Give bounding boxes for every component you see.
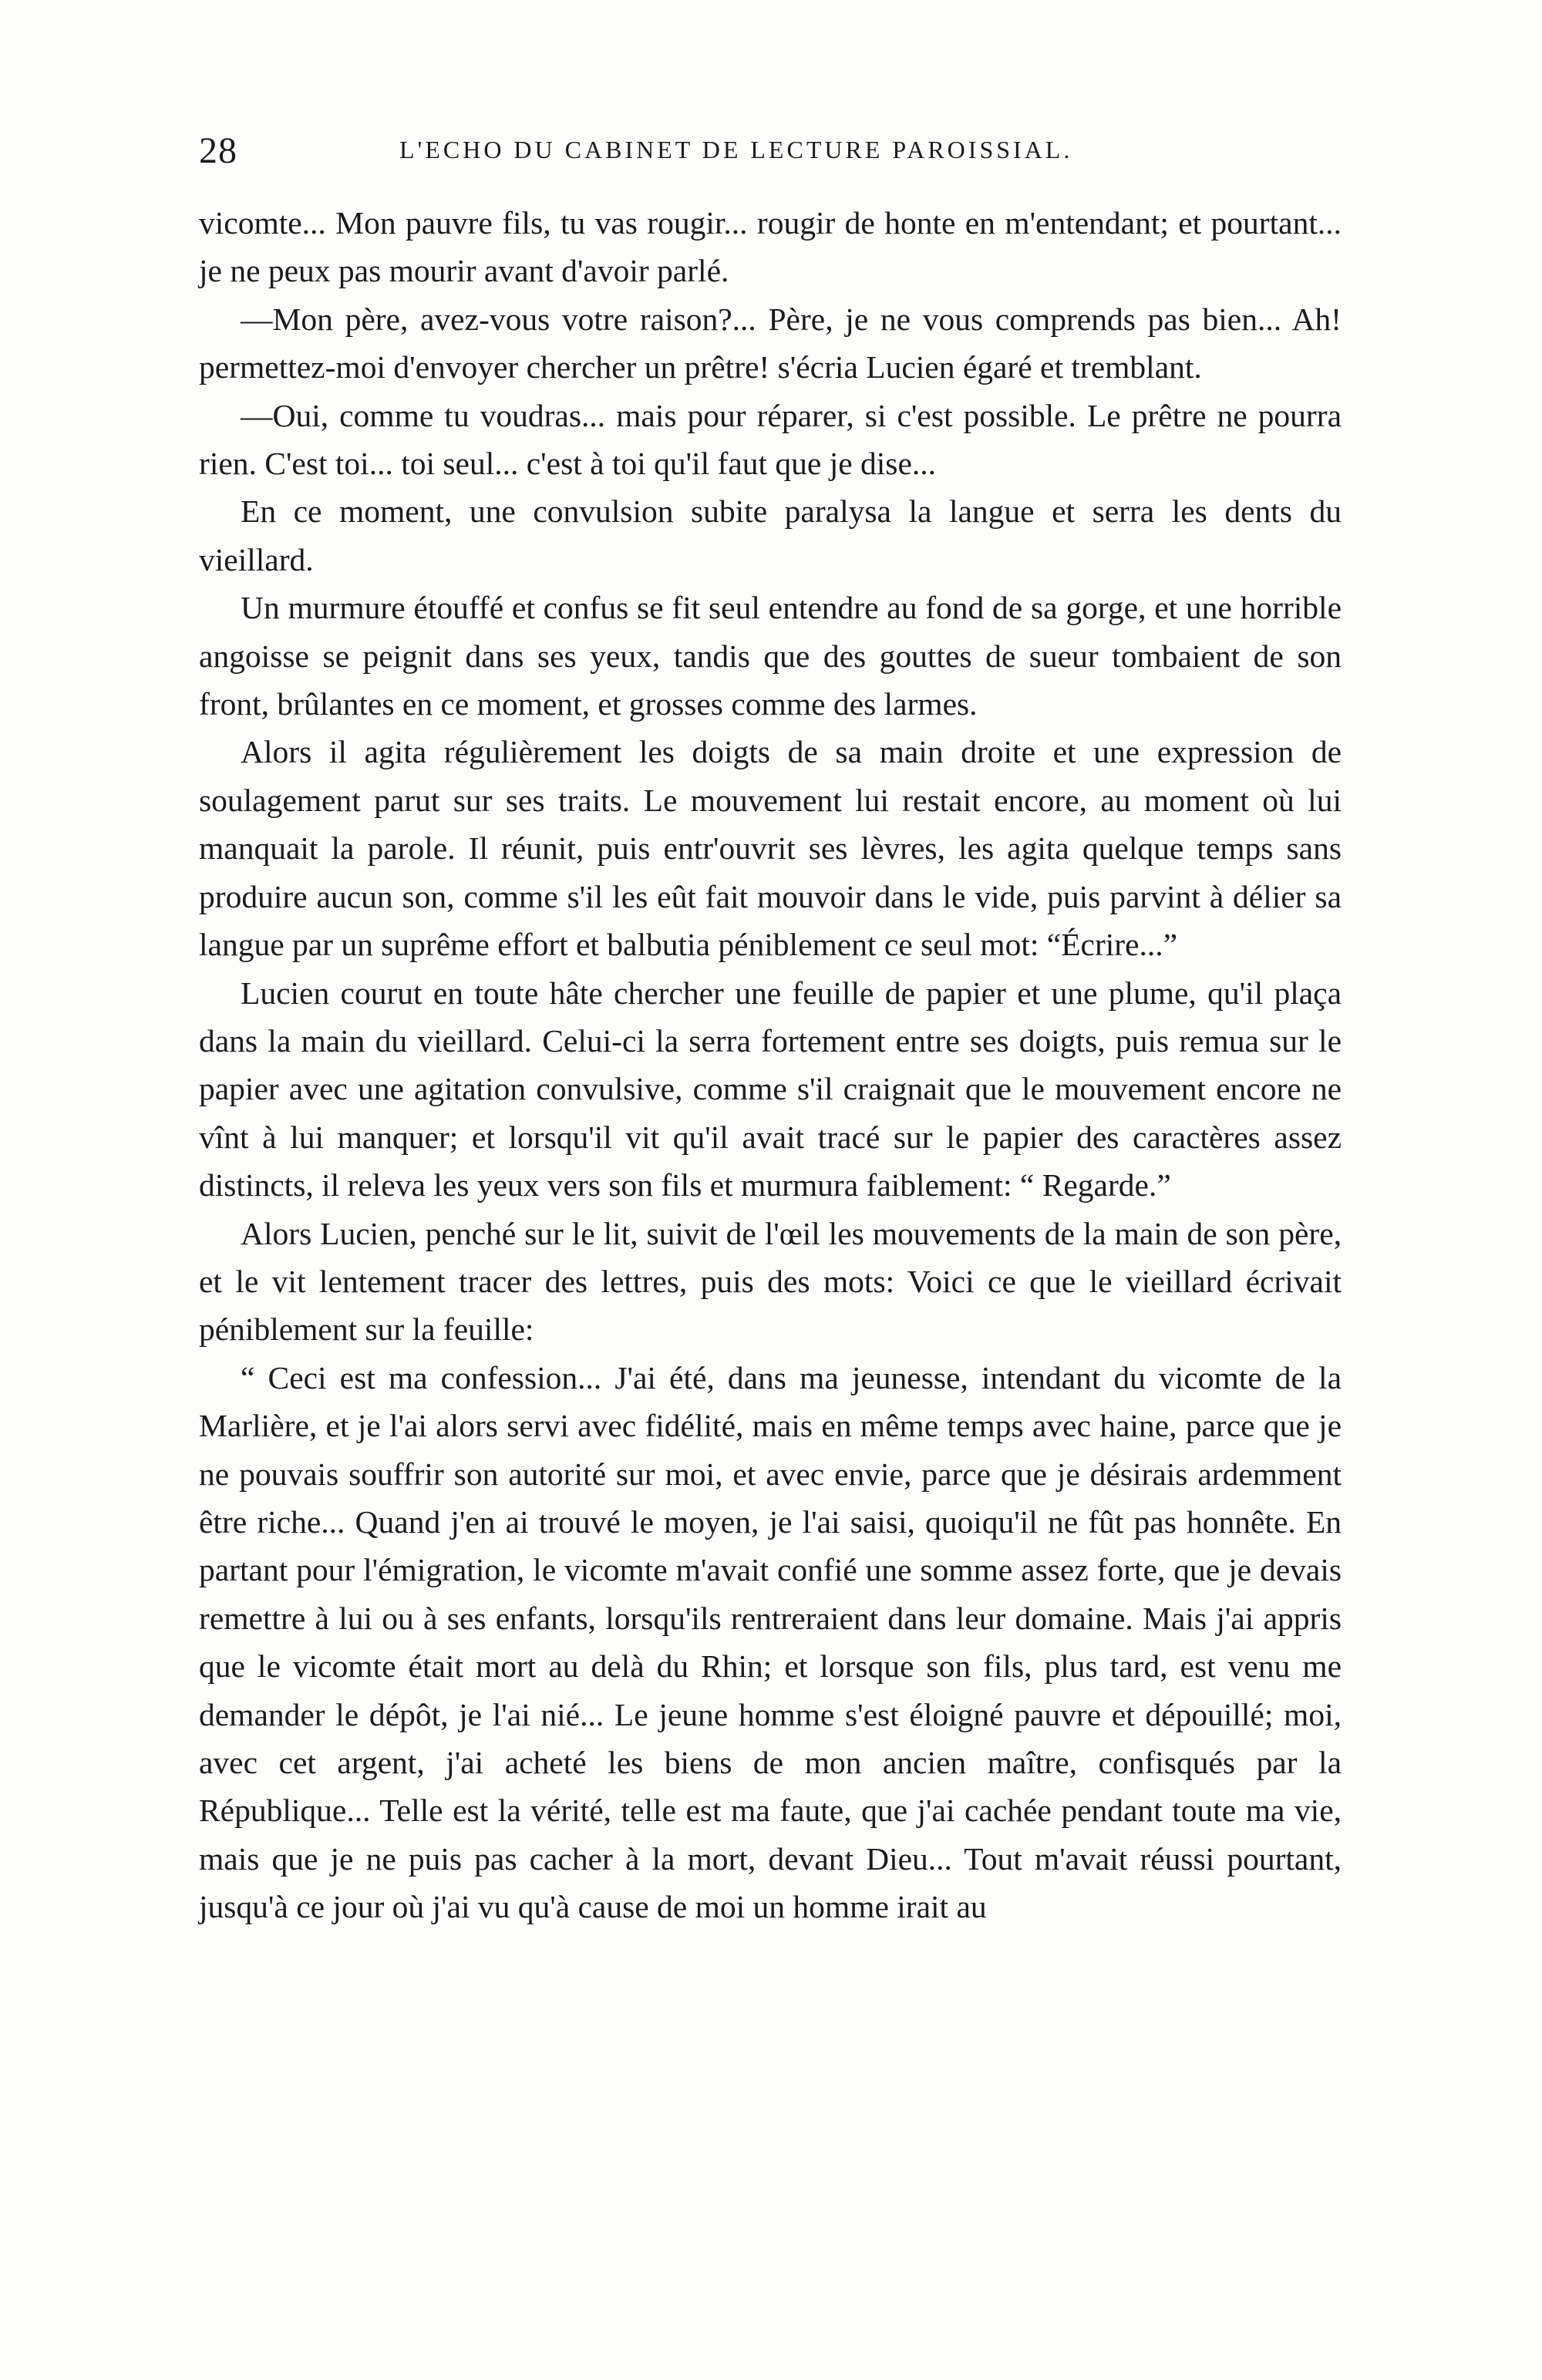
paragraph: —Mon père, avez-vous votre raison?... Père, je ne vous comprends pas bien... Ah! permettez-moi d'envoyer chercher un prêtre! s'écria Lucien égaré et tremblant. [199,301,1342,385]
paragraph: En ce moment, une convulsion subite paralysa la langue et serra les dents du vieillard. [199,493,1342,577]
running-title: L'ECHO DU CABINET DE LECTURE PAROISSIAL. [399,136,1073,163]
body-text [199,199,1342,1931]
running-header [199,130,1355,176]
paragraph: —Oui, comme tu voudras... mais pour réparer, si c'est possible. Le prêtre ne pourra rien. C'est toi... toi seul... c'est à toi qu'il faut que je dise... [199,397,1342,482]
paragraph: “ Ceci est ma confession... J'ai été, dans ma jeunesse, intendant du vicomte de la Marlière, et je l'ai alors servi avec fidélité, mais en même temps avec haine, parce que je ne pouvais souffrir son autorité sur moi, et avec envie, parce que je désirais ardemment être riche... Quand j'en ai trouvé le moyen, je l'ai saisi, quoiqu'il ne fût pas honnête. En partant pour l'émigration, le vicomte m'avait confié une somme assez forte, que je devais remettre à lui ou à ses enfants, lorsqu'ils rentreraient dans leur domaine. Mais j'ai appris que le vicomte était mort au delà du Rhin; et lorsque son fils, plus tard, est venu me demander le dépôt, je l'ai nié... Le jeune homme s'est éloigné pauvre et dépouillé; moi, avec cet argent, j'ai acheté les biens de mon ancien maître, confisqués par la République... Telle est la vérité, telle est ma faute, que j'ai cachée pendant toute ma vie, mais que je ne puis pas cacher à la mort, devant Dieu... Tout m'avait réussi pourtant, jusqu'à ce jour où j'ai vu qu'à cause de moi un homme irait au [199,1359,1342,1925]
paragraph: Alors Lucien, penché sur le lit, suivit de l'œil les mouvements de la main de son père, et le vit lentement tracer des lettres, puis des mots: Voici ce que le vieillard écrivait péniblement sur la feuille: [199,1215,1342,1348]
paragraph: Un murmure étouffé et confus se fit seul entendre au fond de sa gorge, et une horrible angoisse se peignit dans ses yeux, tandis que des gouttes de sueur tombaient de son front, brûlantes en ce moment, et grosses comme des larmes. [199,590,1342,722]
paragraph: Lucien courut en toute hâte chercher une feuille de papier et une plume, qu'il plaça dans la main du vieillard. Celui-ci la serra fortement entre ses doigts, puis remua sur le papier avec une agitation convulsive, comme s'il craignait que le mouvement encore ne vînt à lui manquer; et lorsqu'il vit qu'il avait tracé sur le papier des caractères assez distincts, il releva les yeux vers son fils et murmura faiblement: “ Regarde.” [199,975,1342,1203]
page-number: 28 [199,130,237,171]
paragraph: vicomte... Mon pauvre fils, tu vas rougir... rougir de honte en m'entendant; et pourtant... je ne peux pas mourir avant d'avoir parlé. [199,205,1342,289]
paragraph: Alors il agita régulièrement les doigts de sa main droite et une expression de soulagement parut sur ses traits. Le mouvement lui restait encore, au moment où lui manquait la parole. Il réunit, puis entr'ouvrit ses lèvres, les agita quelque temps sans produire aucun son, comme s'il les eût fait mouvoir dans le vide, puis parvint à délier sa langue par un suprême effort et balbutia péniblement ce seul mot: “Écrire...” [199,734,1342,963]
